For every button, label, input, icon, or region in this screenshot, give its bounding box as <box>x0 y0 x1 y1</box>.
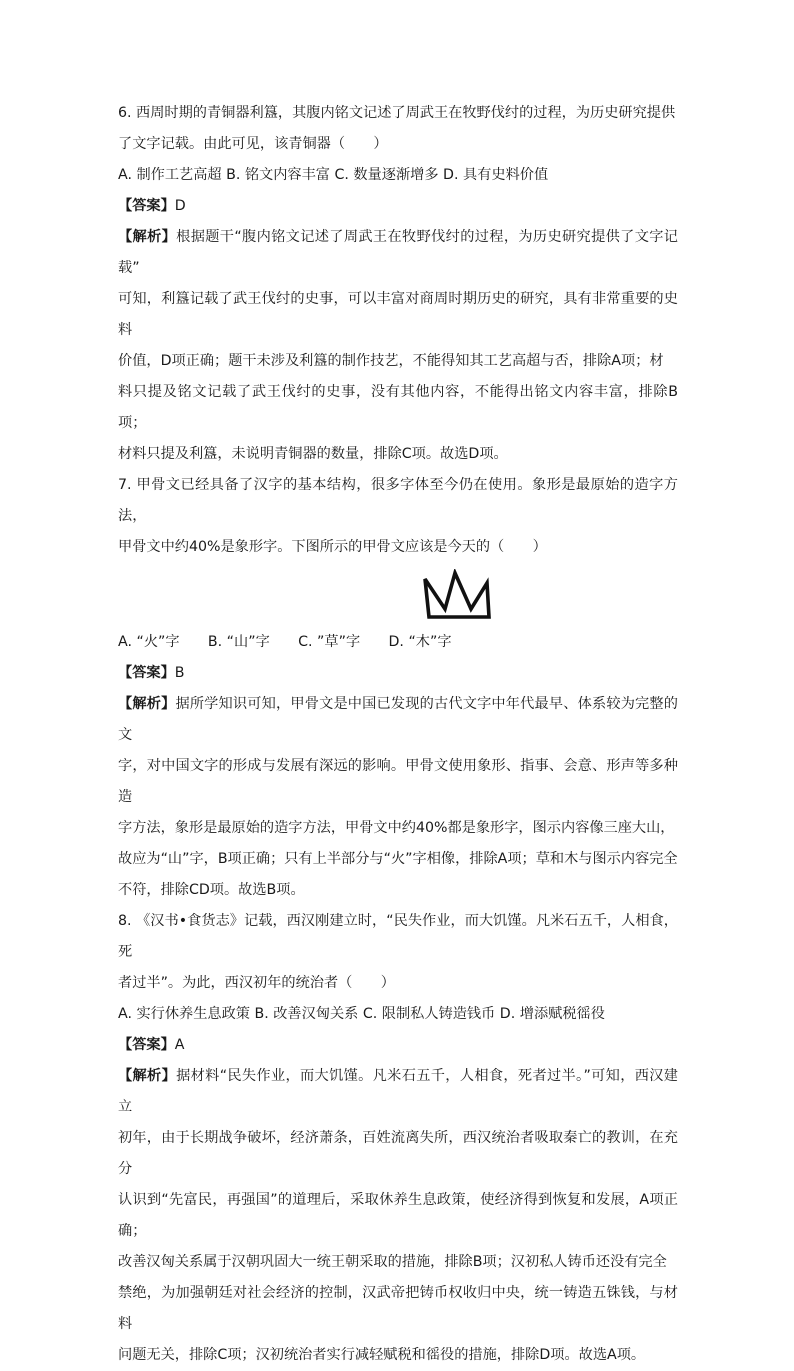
analysis-tag: 【解析】 <box>118 229 177 245</box>
oracle-bone-mountain-icon <box>421 569 493 621</box>
q6-answer-value: D <box>174 198 186 214</box>
q8-analysis-line-1 <box>118 1061 678 1123</box>
q7-answer <box>118 658 678 689</box>
q6-analysis-line-1 <box>118 222 678 284</box>
q6-analysis-line-5: 材料只提及利簋，未说明青铜器的数量，排除C项。故选D项。 <box>118 446 508 462</box>
document-page <box>118 98 678 1371</box>
answer-tag: 【答案】 <box>118 665 175 681</box>
q8-analysis-line-4: 改善汉匈关系属于汉朝巩固大一统王朝采取的措施，排除B项；汉初私人铸币还没有完全 <box>118 1254 667 1270</box>
q7-stem-line-2: 甲骨文中约40%是象形字。下图所示的甲骨文应该是今天的（ ） <box>118 539 547 555</box>
q7-analysis-line-4: 故应为“山”字，B项正确；只有上半部分与“火”字相像，排除A项；草和木与图示内容完全 <box>118 851 678 867</box>
q6-answer <box>118 191 678 222</box>
q8-analysis-line-2: 初年，由于长期战争破坏，经济萧条，百姓流离失所，西汉统治者吸取秦亡的教训，在充分 <box>118 1130 678 1177</box>
q6-analysis-line-2: 可知，利簋记载了武王伐纣的史事，可以丰富对商周时期历史的研究，具有非常重要的史料 <box>118 291 678 338</box>
q7-figure <box>118 563 678 627</box>
q8-answer-value: A <box>174 1037 185 1053</box>
q6-analysis-line-3: 价值，D项正确；题干未涉及利簋的制作技艺，不能得知其工艺高超与否，排除A项；材 <box>118 353 664 369</box>
q7-analysis-line-5: 不符，排除CD项。故选B项。 <box>118 882 305 898</box>
q7-analysis-line-2: 字，对中国文字的形成与发展有深远的影响。甲骨文使用象形、指事、会意、形声等多种造 <box>118 758 678 805</box>
q8-analysis-line-6: 问题无关，排除C项；汉初统治者实行减轻赋税和徭役的措施，排除D项。故选A项。 <box>118 1347 646 1363</box>
analysis-tag: 【解析】 <box>118 1068 177 1084</box>
q8-analysis-text: 据材料“民失作业，而大饥馑。凡米石五千，人相食，死者过半。”可知，西汉建立 <box>118 1068 678 1115</box>
answer-tag: 【答案】 <box>118 198 175 214</box>
q7-stem-line-1: 7. 甲骨文已经具备了汉字的基本结构，很多字体至今仍在使用。象形是最原始的造字方法， <box>118 477 678 524</box>
q7-analysis-text: 据所学知识可知，甲骨文是中国已发现的古代文字中年代最早、体系较为完整的文 <box>118 696 678 743</box>
q7-answer-value: B <box>174 665 185 681</box>
q7-analysis-line-1 <box>118 689 678 751</box>
answer-tag: 【答案】 <box>118 1037 175 1053</box>
q6-stem-line-1: 6. 西周时期的青铜器利簋，其腹内铭文记述了周武王在牧野伐纣的过程，为历史研究提供 <box>118 105 676 121</box>
analysis-tag: 【解析】 <box>118 696 176 712</box>
q6-analysis-line-4: 料只提及铭文记载了武王伐纣的史事，没有其他内容，不能得出铭文内容丰富，排除B项； <box>118 384 678 431</box>
q8-options: A. 实行休养生息政策 B. 改善汉匈关系 C. 限制私人铸造钱币 D. 增添赋税徭役 <box>118 1006 605 1022</box>
q8-answer <box>118 1030 678 1061</box>
q8-analysis-line-3: 认识到“先富民，再强国”的道理后，采取休养生息政策，使经济得到恢复和发展，A项正确； <box>118 1192 678 1239</box>
q8-stem-line-1: 8. 《汉书•食货志》记载，西汉刚建立时，“民失作业，而大饥馑。凡米石五千，人相食，死 <box>118 913 678 960</box>
q7-options: A. “火”字 B. “山”字 C. ”草”字 D. “木”字 <box>118 634 452 650</box>
q6-stem-line-2: 了文字记载。由此可见，该青铜器（ ） <box>118 136 388 152</box>
q7-analysis-line-3: 字方法，象形是最原始的造字方法，甲骨文中约40%都是象形字，图示内容像三座大山， <box>118 820 675 836</box>
q6-analysis-text: 根据题干“腹内铭文记述了周武王在牧野伐纣的过程，为历史研究提供了文字记载” <box>118 229 678 276</box>
q6-options: A. 制作工艺高超 B. 铭文内容丰富 C. 数量逐渐增多 D. 具有史料价值 <box>118 167 549 183</box>
q8-stem-line-2: 者过半”。为此，西汉初年的统治者（ ） <box>118 975 395 991</box>
q8-analysis-line-5: 禁绝，为加强朝廷对社会经济的控制，汉武帝把铸币权收归中央，统一铸造五铢钱，与材料 <box>118 1285 678 1332</box>
